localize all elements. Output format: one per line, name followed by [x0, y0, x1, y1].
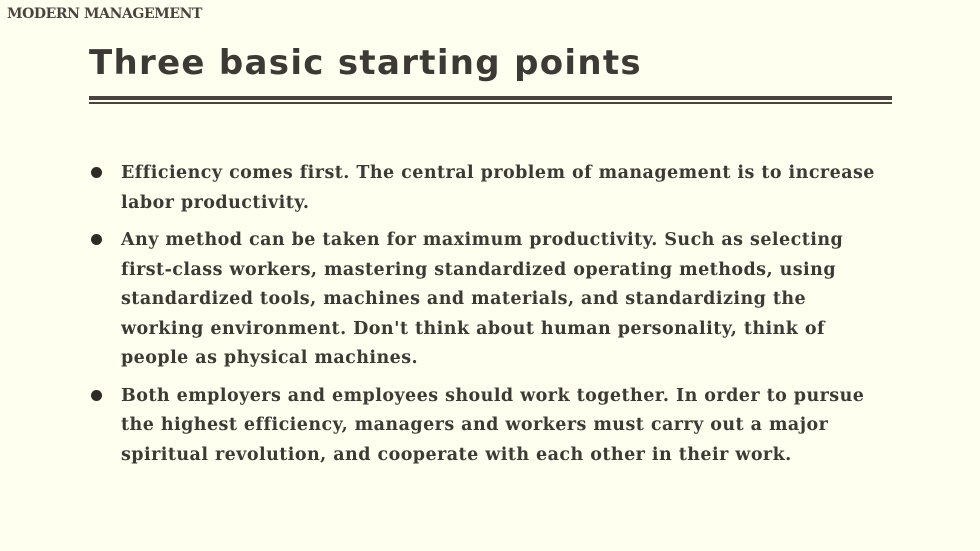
bullet-item	[89, 226, 889, 374]
slide-title: Three basic starting points	[89, 43, 642, 83]
bullet-item	[89, 159, 889, 218]
bullet-dot-icon	[91, 167, 102, 178]
bullet-text: Both employers and employees should work together. In order to pursue the highest efficiency, managers and workers must carry out a major spiritual revolution, and cooperate with each other in their work.	[121, 385, 865, 465]
brand-label: MODERN MANAGEMENT	[7, 6, 203, 22]
bullet-list	[89, 159, 889, 478]
bullet-dot-icon	[91, 234, 102, 245]
title-divider-thin	[89, 102, 892, 104]
bullet-item	[89, 382, 889, 471]
title-divider-thick	[89, 96, 892, 100]
bullet-text: Efficiency comes first. The central problem of management is to increase labor productivity.	[121, 163, 875, 213]
bullet-text: Any method can be taken for maximum productivity. Such as selecting first-class workers, mastering standardized operating methods, using standardized tools, machines and materials, and standardizing the working environment. Don't think about human personality, think of people as physical machines.	[121, 230, 844, 368]
bullet-dot-icon	[91, 390, 102, 401]
